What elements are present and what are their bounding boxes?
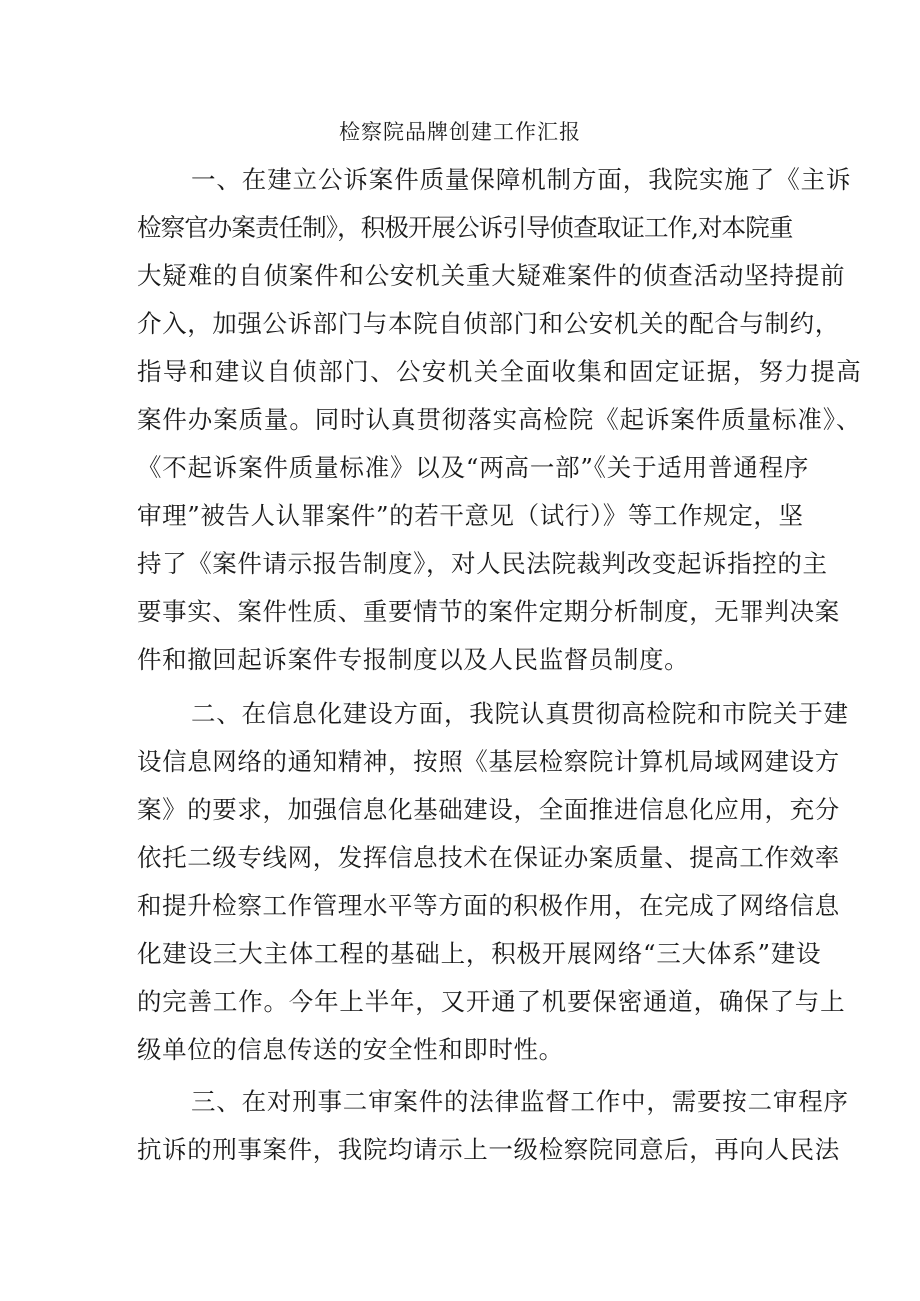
paragraph-1-line-3: 大疑难的自侦案件和公安机关重大疑难案件的侦查活动坚持提前	[137, 261, 846, 290]
paragraph-1-line-6: 案件办案质量。同时认真贯彻落实高检院《起诉案件质量标准》、	[137, 405, 862, 434]
paragraph-1-line-5: 指导和建议自侦部门、公安机关全面收集和固定证据，努力提高	[137, 357, 863, 386]
paragraph-1-line-9: 持了《案件请示报告制度》，对人民法院裁判改变起诉指控的主	[137, 549, 828, 578]
paragraph-1-line-4: 介入，加强公诉部门与本院自侦部门和公安机关的配合与制约，	[137, 309, 840, 338]
paragraph-2-line-8: 级单位的信息传送的安全性和即时性。	[137, 1035, 564, 1064]
paragraph-3-line-1: 三、在对刑事二审案件的法律监督工作中，需要按二审程序	[191, 1087, 849, 1116]
paragraph-1-line-7: 《不起诉案件质量标准》以及“两高一部”《关于适用普通程序	[137, 453, 810, 482]
document-title: 检察院品牌创建工作汇报	[339, 120, 581, 144]
paragraph-1-line-2: 检察官办案责任制》，积极开展公诉引导侦查取证工作,对本院重	[137, 213, 793, 242]
paragraph-2-line-1: 二、在信息化建设方面，我院认真贯彻高检院和市院关于建	[191, 699, 849, 728]
paragraph-2-line-6: 化建设三大主体工程的基础上，积极开展网络“三大体系”建设	[137, 939, 822, 968]
paragraph-2-line-4: 依托二级专线网，发挥信息技术在保证办案质量、提高工作效率	[137, 843, 840, 872]
paragraph-1-line-1: 一、在建立公诉案件质量保障机制方面，我院实施了《主诉	[191, 165, 852, 194]
paragraph-2-line-7: 的完善工作。今年上半年，又开通了机要保密通道，确保了与上	[137, 987, 846, 1016]
paragraph-2-line-5: 和提升检察工作管理水平等方面的积极作用，在完成了网络信息	[137, 891, 840, 920]
paragraph-1-line-10: 要事实、案件性质、重要情节的案件定期分析制度，无罪判决案	[137, 597, 840, 626]
paragraph-3-line-2: 抗诉的刑事案件，我院均请示上一级检察院同意后，再向人民法	[137, 1135, 840, 1164]
paragraph-2-line-3: 案》的要求，加强信息化基础建设，全面推进信息化应用，充分	[137, 795, 840, 824]
paragraph-1-line-8: 审理”被告人认罪案件”的若干意见（试行）》等工作规定，坚	[137, 501, 804, 530]
paragraph-1-line-11: 件和撤回起诉案件专报制度以及人民监督员制度。	[137, 645, 690, 674]
paragraph-2-line-2: 设信息网络的通知精神，按照《基层检察院计算机局域网建设方	[137, 747, 840, 776]
